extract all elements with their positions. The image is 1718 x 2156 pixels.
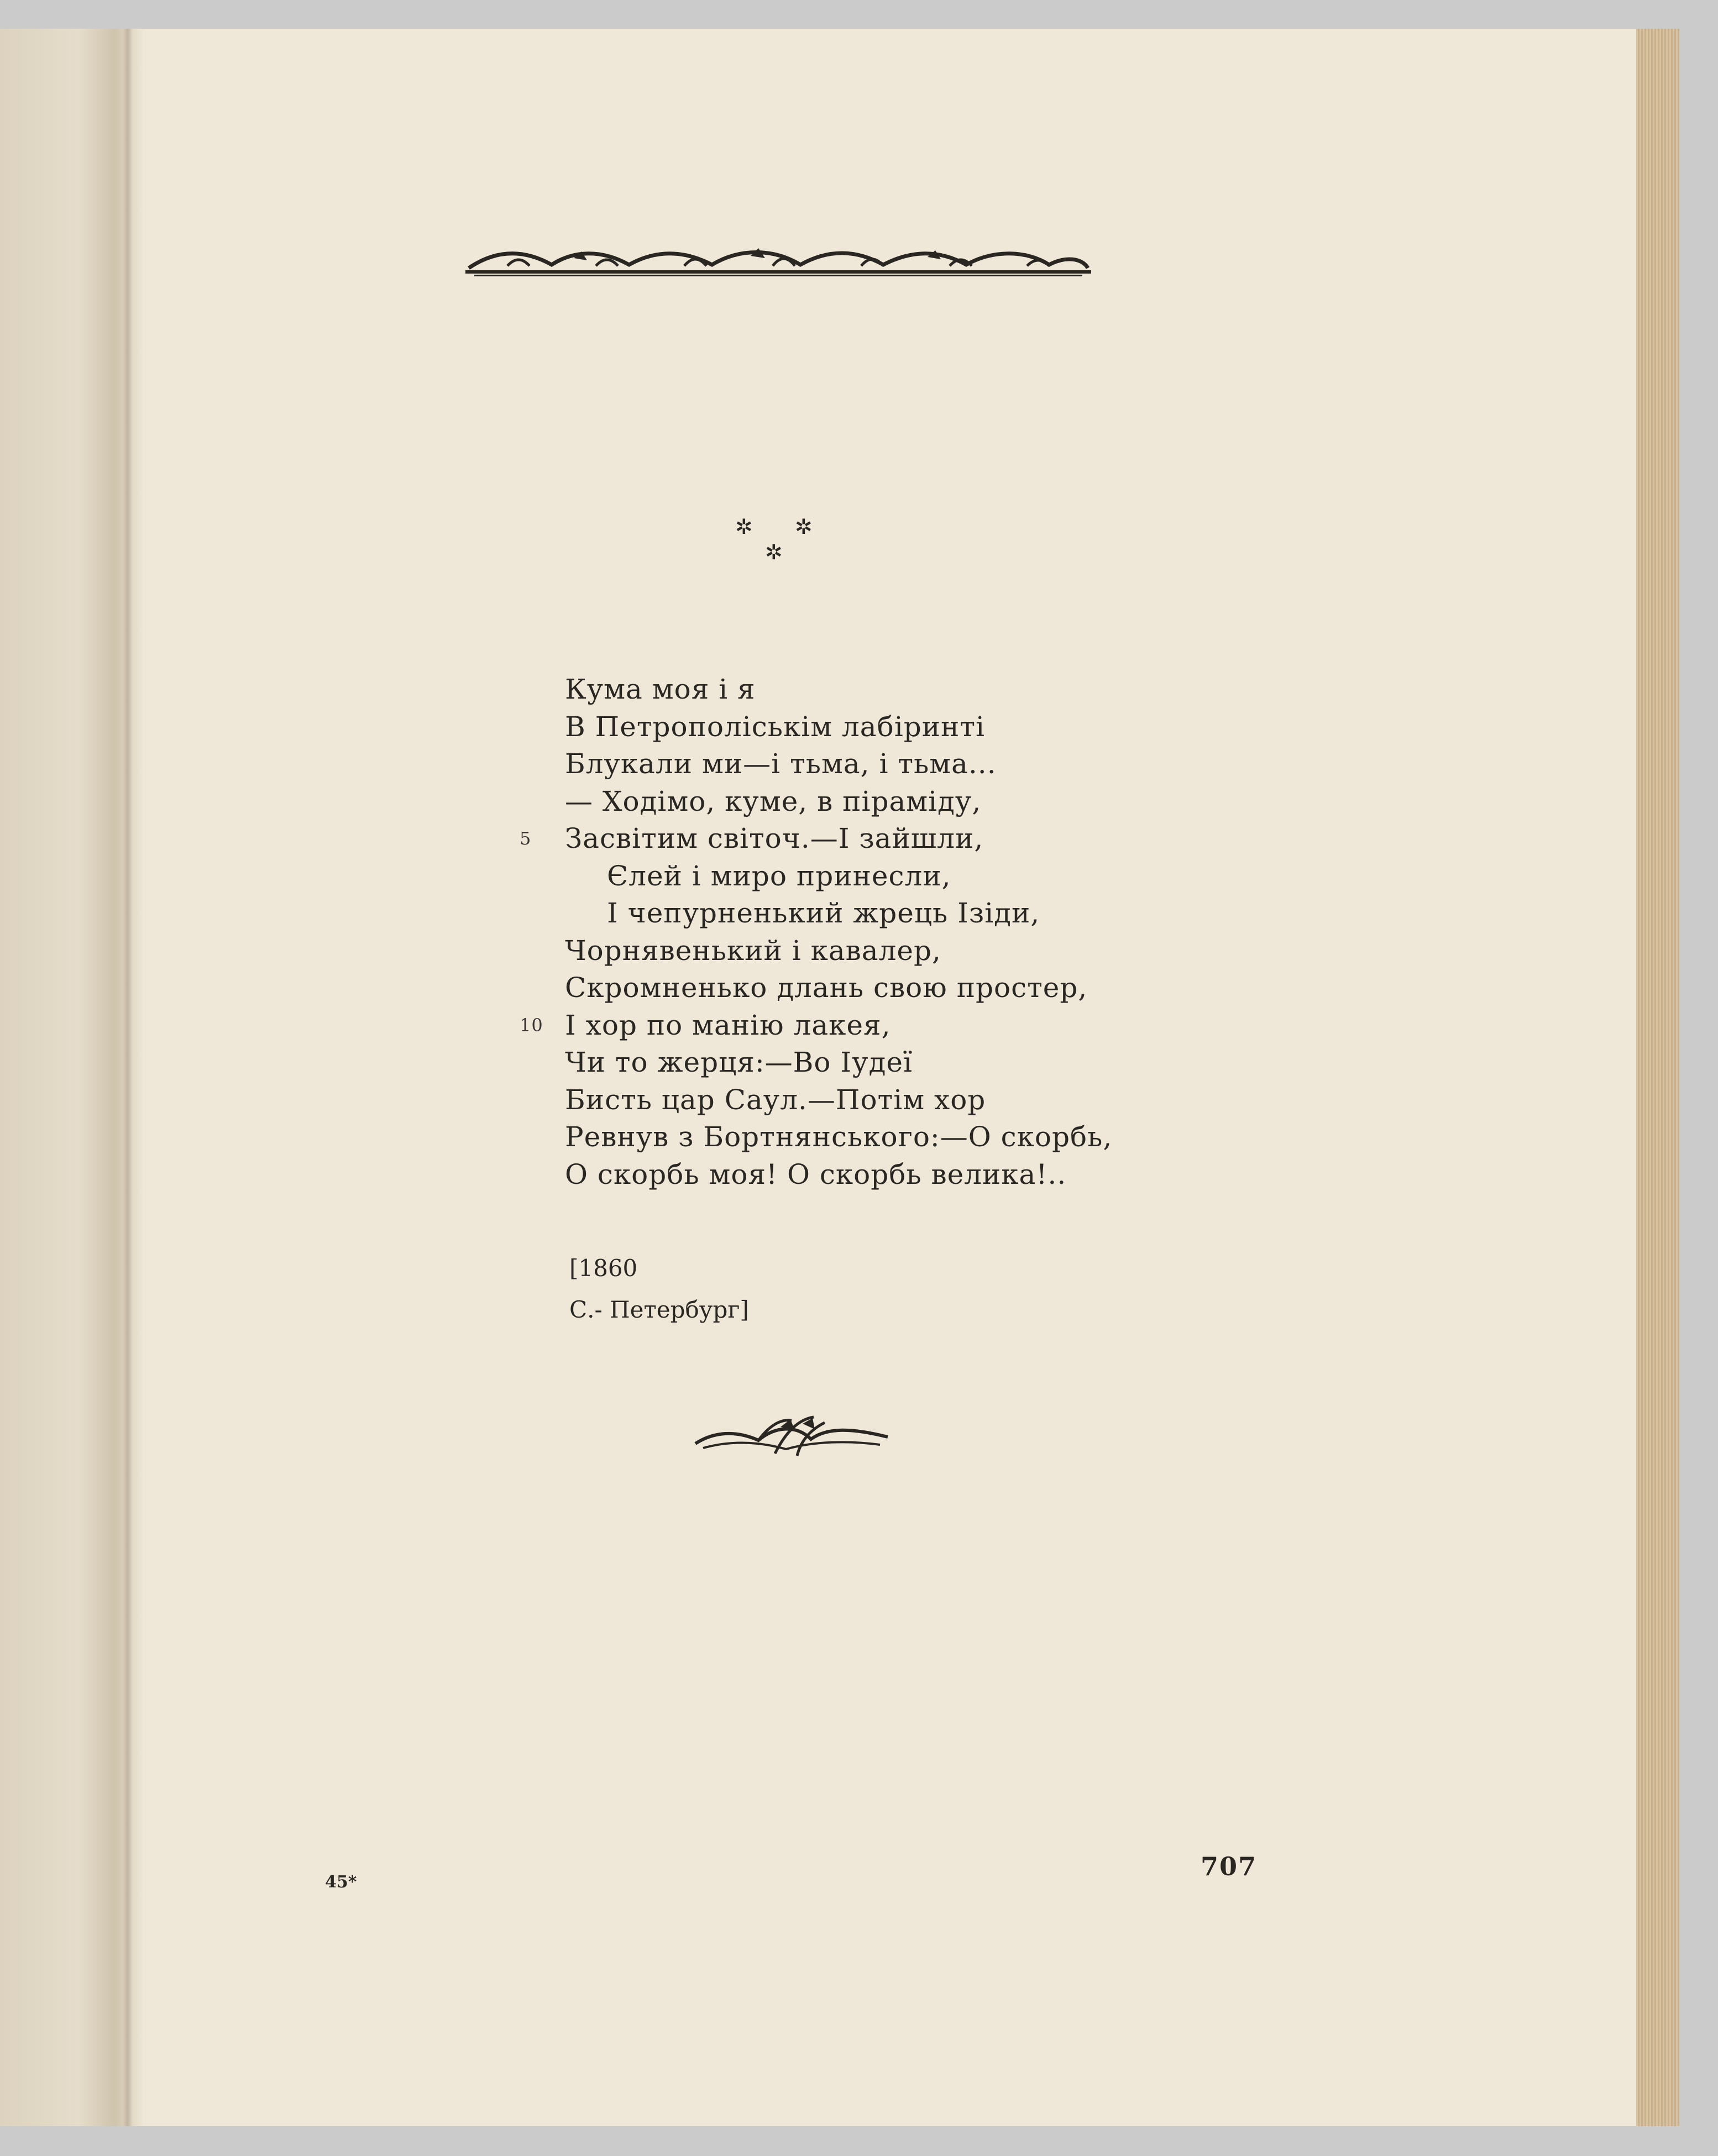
poem-line-text: Чорнявенький і кавалер, <box>565 934 941 967</box>
poem-line <box>565 969 1228 1007</box>
bottom-ornament-icon <box>692 1415 891 1465</box>
poem-line <box>565 783 1228 821</box>
poem-line <box>520 820 1228 858</box>
svg-text:✲: ✲ <box>735 515 753 539</box>
svg-text:✲: ✲ <box>795 515 813 539</box>
poem-line-text: В Петрополіськім лабіринті <box>565 710 986 743</box>
page-number: 707 <box>1201 1851 1258 1881</box>
signature-mark: 45* <box>325 1872 357 1892</box>
asterism-icon <box>731 515 819 565</box>
poem-line <box>520 1007 1228 1045</box>
poem-line-text: Блукали ми—і тьма, і тьма... <box>565 748 997 780</box>
poem-line <box>565 858 1228 895</box>
line-number: 5 <box>520 828 532 849</box>
poem-line <box>565 1044 1228 1082</box>
svg-text:✲: ✲ <box>765 540 783 564</box>
poem-line <box>565 709 1228 746</box>
date-place <box>569 1247 749 1330</box>
poem-line-text: Кума моя і я <box>565 673 756 705</box>
poem-line-text: Засвітим світоч.—І зайшли, <box>565 822 984 854</box>
poem-line <box>565 671 1228 709</box>
book-page <box>0 29 1679 2126</box>
book-gutter <box>0 29 144 2126</box>
poem-line <box>565 1119 1228 1156</box>
poem-line-text: Бисть цар Саул.—Потім хор <box>565 1083 986 1116</box>
poem-line-text: Чи то жерця:—Во Іудеї <box>565 1046 913 1078</box>
date-year: [1860 <box>569 1255 638 1282</box>
date-place-name: С.- Петербург] <box>569 1296 749 1323</box>
poem-line-text: Ревнув з Бортнянського:—О скорбь, <box>565 1121 1113 1153</box>
poem-line <box>565 895 1228 932</box>
poem-line-text: — Ходімо, куме, в піраміду, <box>565 785 982 817</box>
poem-line-text: Єлей і миро принесли, <box>607 859 951 892</box>
poem-line <box>565 932 1228 970</box>
poem-line-text: І хор по манію лакея, <box>565 1009 891 1041</box>
poem-line <box>565 1156 1228 1194</box>
poem-line-text: О скорбь моя! О скорбь велика!.. <box>565 1158 1067 1190</box>
top-ornament-icon <box>463 242 1093 283</box>
poem-line-text: І чепурненький жрець Ізіди, <box>607 897 1040 929</box>
page-edge <box>1636 29 1679 2126</box>
gutter-crease <box>123 29 133 2126</box>
poem <box>520 671 1228 1193</box>
poem-line <box>565 746 1228 783</box>
poem-line-text: Скромненько длань свою простер, <box>565 972 1088 1004</box>
poem-line <box>565 1082 1228 1119</box>
line-number: 10 <box>520 1014 543 1036</box>
